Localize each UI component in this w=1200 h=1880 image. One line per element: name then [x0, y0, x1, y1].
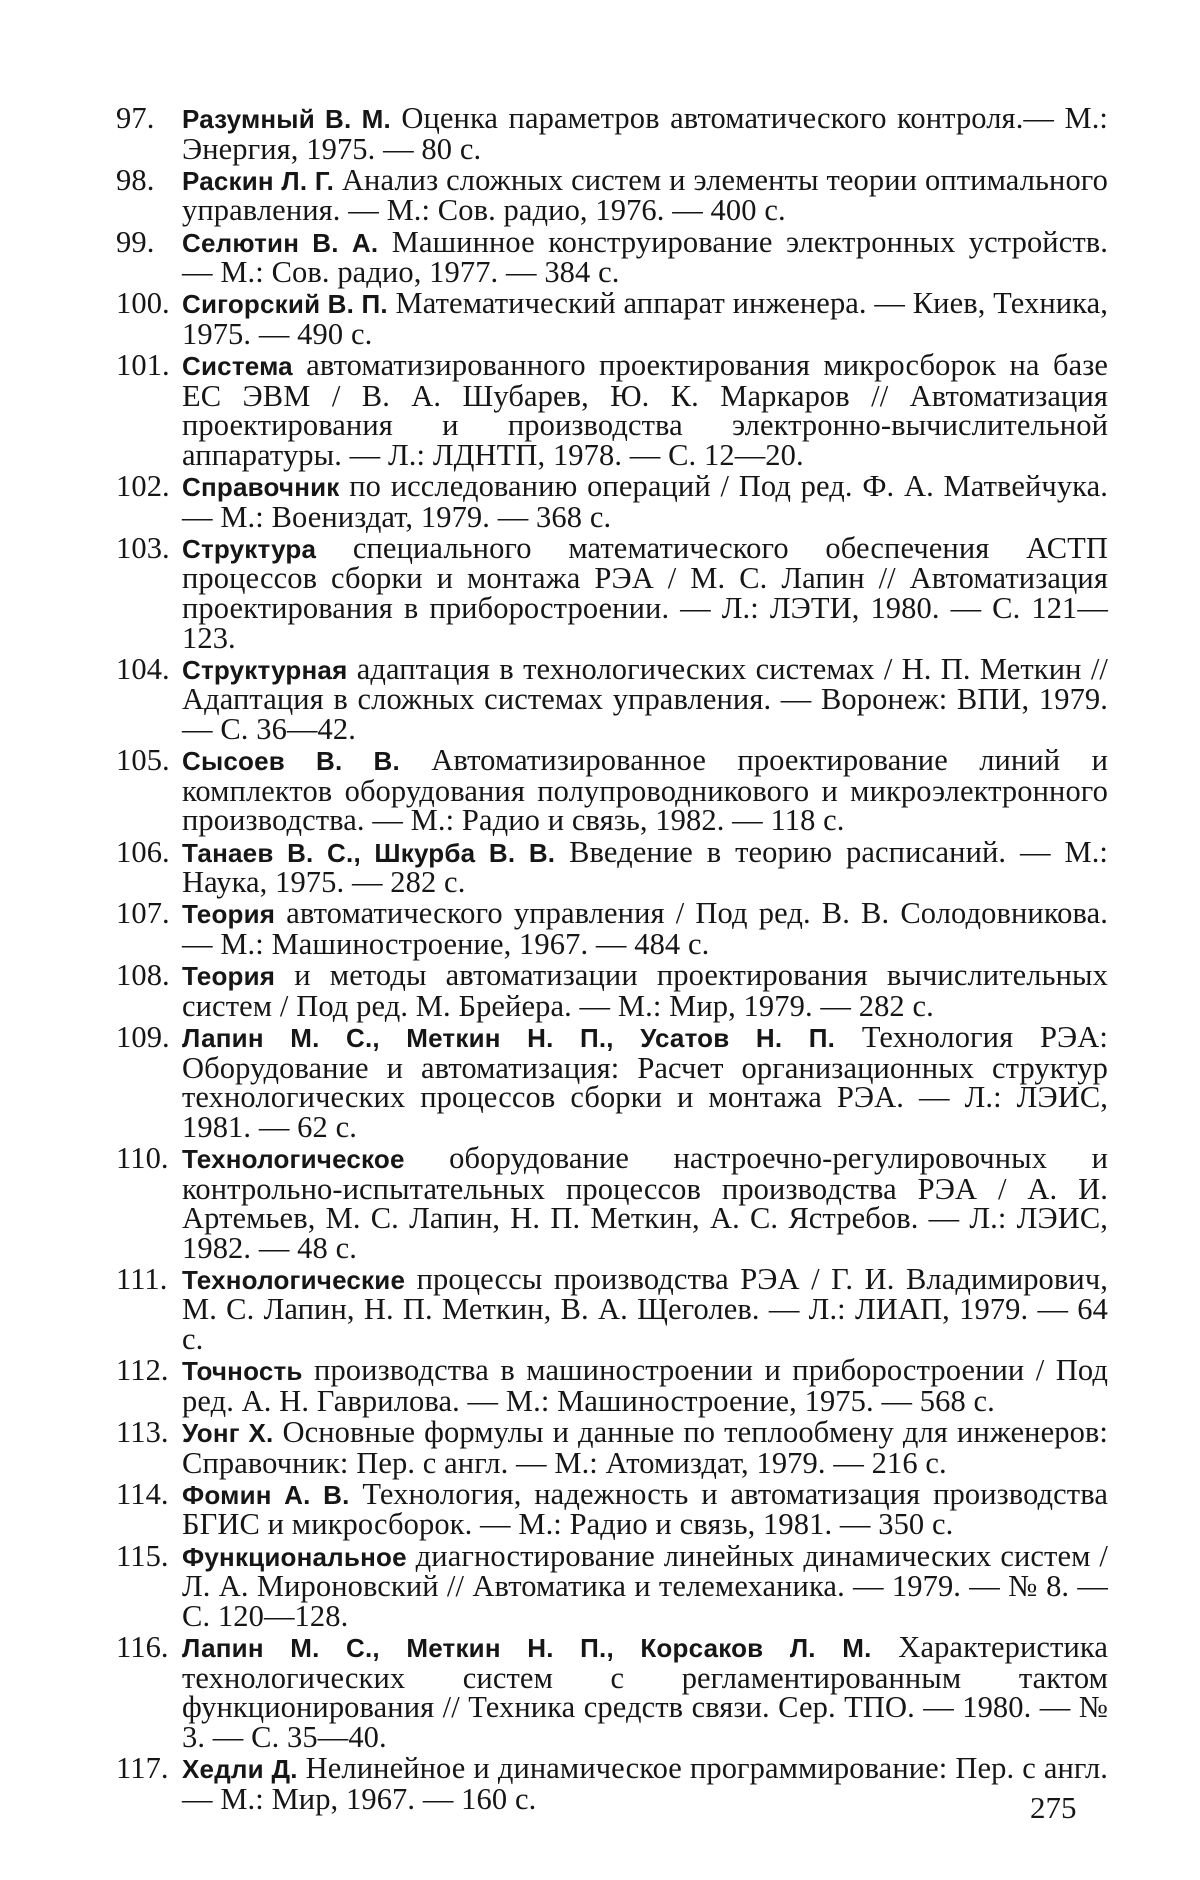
bibliography-entry [130, 1633, 1108, 1752]
entry-author: Разумный В. М. [182, 104, 391, 134]
entry-author: Точность [182, 1356, 303, 1386]
entry-number: 105. [116, 746, 174, 776]
entry-number: 108. [116, 961, 174, 991]
entry-number: 111. [116, 1265, 174, 1295]
entry-text: автоматизированного проектирования микросборок на базе ЕС ЭВМ / В. А. Шубарев, Ю. К. Маркаров // Автоматизация проектирования и производства электронно-вычислительной аппаратуры. — Л.: ЛДНТП, 1978. — С. 12—20. [182, 348, 1108, 472]
entry-author: Сигорский В. П. [182, 289, 388, 319]
entry-text: Технология, надежность и автоматизация производства БГИС и микросборок. — М.: Радио и связь, 1981. — 350 с. [182, 1477, 1108, 1542]
entry-text: оборудование настроечно-регулировочных и контрольно-испытательных процессов производства РЭА / А. И. Артемьев, М. С. Лапин, Н. П. Меткин, А. С. Ястребов. — Л.: ЛЭИС, 1982. — 48 с. [182, 1141, 1108, 1265]
entry-number: 110. [116, 1144, 174, 1174]
entry-text: Введение в теорию расписаний. — М.: Наука, 1975. — 282 с. [182, 835, 1108, 900]
entry-number: 115. [116, 1542, 174, 1572]
entry-text: Технология РЭА: Оборудование и автоматизация: Расчет организационных структур технологических процессов сборки и монтажа РЭА. — Л.: ЛЭИС, 1981. — 62 с. [182, 1020, 1108, 1144]
entry-number: 112. [116, 1356, 174, 1386]
bibliography-entry [130, 104, 1108, 164]
entry-text: специального математического обеспечения АСТП процессов сборки и монтажа РЭА / М. С. Лапин // Автоматизация проектирования в приборостроении. — Л.: ЛЭТИ, 1980. — С. 121—123. [182, 531, 1108, 655]
entry-author: Уонг Х. [182, 1418, 273, 1448]
entry-number: 103. [116, 534, 174, 564]
entry-number: 114. [116, 1480, 174, 1510]
book-page [0, 0, 1200, 1880]
bibliography-entry [130, 1542, 1108, 1632]
entry-author: Система [182, 351, 293, 381]
entry-text: Математический аппарат инженера. — Киев, Техника, 1975. — 490 с. [182, 286, 1108, 351]
bibliography-entry [130, 1480, 1108, 1540]
entry-text: Основные формулы и данные по теплообмену для инженеров: Справочник: Пер. с англ. — М.: Атомиздат, 1979. — 216 с. [182, 1415, 1108, 1480]
entry-author: Функциональное [182, 1542, 407, 1572]
bibliography-entry [130, 961, 1108, 1021]
entry-author: Теория [182, 961, 275, 991]
entry-number: 109. [116, 1023, 174, 1053]
bibliography-entry [130, 746, 1108, 836]
bibliography-entry [130, 166, 1108, 226]
entry-author: Структурная [182, 655, 347, 685]
entry-author: Технологические [182, 1265, 405, 1295]
bibliography-entry [130, 1144, 1108, 1263]
entry-author: Танаев В. С., Шкурба В. В. [182, 838, 555, 868]
entry-number: 102. [116, 472, 174, 502]
entry-author: Справочник [182, 472, 340, 502]
bibliography-entry [130, 289, 1108, 349]
entry-author: Селютин В. А. [182, 228, 378, 258]
bibliography-entry [130, 351, 1108, 470]
entry-number: 117. [116, 1754, 174, 1784]
bibliography-entry [130, 472, 1108, 532]
bibliography-list [130, 104, 1108, 1816]
entry-text: диагностирование линейных динамических систем / Л. А. Мироновский // Автоматика и телемеханика. — 1979. — № 8. — С. 120—128. [182, 1539, 1108, 1633]
entry-author: Лапин М. С., Меткин Н. П., Усатов Н. П. [182, 1023, 835, 1053]
entry-number: 107. [116, 899, 174, 929]
entry-text: Анализ сложных систем и элементы теории оптимального управления. — М.: Сов. радио, 1976. — 400 с. [182, 163, 1108, 228]
entry-author: Технологическое [182, 1144, 405, 1174]
bibliography-entry [130, 228, 1108, 288]
entry-text: процессы производства РЭА / Г. И. Владимирович, М. С. Лапин, Н. П. Меткин, В. А. Щеголев. — Л.: ЛИАП, 1979. — 64 с. [182, 1262, 1108, 1356]
bibliography-entry [130, 1265, 1108, 1355]
entry-author: Лапин М. С., Меткин Н. П., Корсаков Л. М. [182, 1633, 872, 1663]
entry-number: 113. [116, 1418, 174, 1448]
entry-text: автоматического управления / Под ред. В. В. Солодовникова. — М.: Машиностроение, 1967. — 484 с. [182, 896, 1108, 961]
entry-number: 101. [116, 351, 174, 381]
bibliography-entry [130, 534, 1108, 653]
entry-number: 98. [116, 166, 174, 196]
entry-number: 99. [116, 228, 174, 258]
entry-text: адаптация в технологических системах / Н. П. Меткин // Адаптация в сложных системах управления. — Воронеж: ВПИ, 1979. — С. 36—42. [182, 652, 1108, 746]
entry-text: Характеристика технологических систем с регламентированным тактом функционирования // Техника средств связи. Сер. ТПО. — 1980. — № 3. — С. 35—40. [182, 1630, 1108, 1754]
entry-number: 106. [116, 838, 174, 868]
entry-author: Теория [182, 899, 275, 929]
bibliography-entry [130, 1023, 1108, 1142]
entry-text: по исследованию операций / Под ред. Ф. А. Матвейчука. — М.: Воениздат, 1979. — 368 с. [182, 469, 1108, 534]
entry-text: Автоматизированное проектирование линий и комплектов оборудования полупроводникового и микроэлектронного производства. — М.: Радио и связь, 1982. — 118 с. [182, 743, 1108, 837]
entry-author: Раскин Л. Г. [182, 166, 334, 196]
entry-text: и методы автоматизации проектирования вычислительных систем / Под ред. М. Брейера. — М.: Мир, 1979. — 282 с. [182, 958, 1108, 1023]
entry-author: Структура [182, 534, 316, 564]
bibliography-entry [130, 655, 1108, 745]
entry-number: 97. [116, 104, 174, 134]
bibliography-entry [130, 1754, 1108, 1814]
entry-number: 116. [116, 1633, 174, 1663]
entry-number: 100. [116, 289, 174, 319]
entry-text: Нелинейное и динамическое программирование: Пер. с англ. — М.: Мир, 1967. — 160 с. [182, 1751, 1108, 1816]
bibliography-entry [130, 1418, 1108, 1478]
bibliography-entry [130, 1356, 1108, 1416]
page-number: 275 [1030, 1790, 1077, 1826]
entry-text: Оценка параметров автоматического контроля.— М.: Энергия, 1975. — 80 с. [182, 101, 1108, 166]
bibliography-entry [130, 838, 1108, 898]
entry-text: производства в машиностроении и приборостроении / Под ред. А. Н. Гаврилова. — М.: Машиностроение, 1975. — 568 с. [182, 1353, 1108, 1418]
bibliography-entry [130, 899, 1108, 959]
entry-author: Фомин А. В. [182, 1480, 350, 1510]
entry-number: 104. [116, 655, 174, 685]
entry-text: Машинное конструирование электронных устройств. — М.: Сов. радио, 1977. — 384 с. [182, 225, 1108, 290]
entry-author: Хедли Д. [182, 1754, 298, 1784]
entry-author: Сысоев В. В. [182, 746, 400, 776]
